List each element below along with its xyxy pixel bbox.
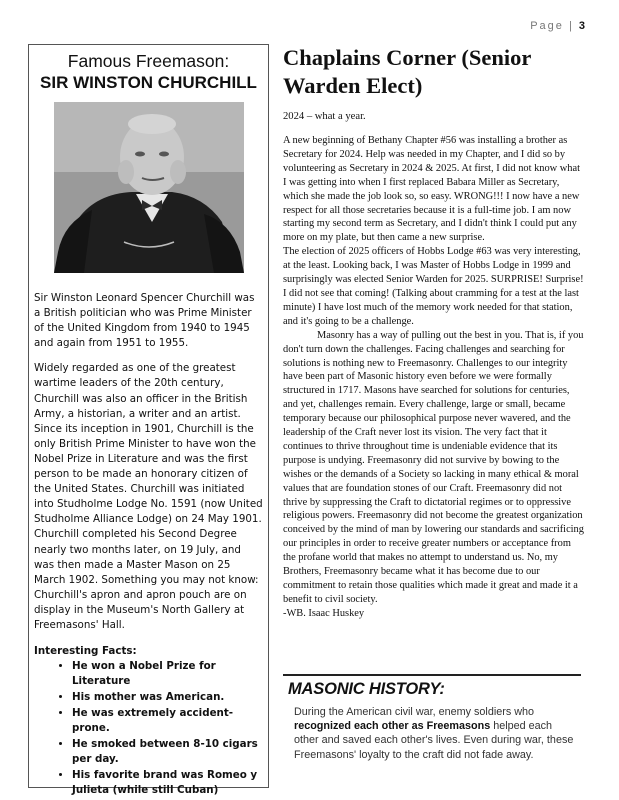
churchill-portrait-photo bbox=[54, 102, 244, 273]
chaplains-corner-article bbox=[283, 134, 585, 621]
page-number: Page | 3 bbox=[530, 20, 585, 32]
fact-item: • He was extremely accident-prone. bbox=[72, 706, 263, 736]
chaplains-corner-title: Chaplains Corner (Senior Warden Elect) bbox=[283, 45, 531, 98]
biography-paragraph: Sir Winston Leonard Spencer Churchill was a British politician who was Prime Minister of the United Kingdom from 1940 to 1945 and again from 1951 to 1955. bbox=[34, 292, 255, 350]
masonic-history-emphasis: recognized each other as Freemasons bbox=[294, 720, 491, 733]
page-number-value: 3 bbox=[578, 20, 585, 32]
chaplains-corner-intro: 2024 – what a year. bbox=[283, 111, 366, 122]
interesting-facts-heading: Interesting Facts: bbox=[34, 645, 137, 658]
masonic-history-text-start: During the American civil war, enemy soldiers who bbox=[294, 706, 535, 718]
biography-paragraph: Widely regarded as one of the greatest wartime leaders of the 20th century, Churchill was also an officer in the British Army, a historian, a writer and an artist. Since its inception in 1901, Churchill is the only British Prime Minister to have won the Nobel Prize in Literature and was the first person to be made an honorary citizen of the United States. Churchill was initiated into Studholme Lodge No. 1591 (now United Studholme Alliance Lodge) on 24 May 1901. Churchill completed his Second Degree nearly two months later, on 19 July, and was then made a Master Mason on 25 March 1902. Something you may not know: Churchill's apron and apron pouch are on display in the Museum's North Gallery at Freemasons' Hall. bbox=[34, 362, 263, 631]
interesting-facts-list bbox=[34, 659, 263, 798]
article-paragraph: The election of 2025 officers of Hobbs Lodge #63 was very interesting, at the least. Looking back, I was Master of Hobbs Lodge in 1999 and surprisingly was elected Senior Warden for 2025. SURPRISE! Surprise! I did not see that coming! (Talking about cramming for a test at the last minute) I have lost much of the memory work needed for that station, and it's going to be a challenge. bbox=[283, 246, 584, 327]
masonic-history-title: MASONIC HISTORY: bbox=[288, 680, 445, 698]
freemason-name: SIR WINSTON CHURCHILL bbox=[40, 73, 257, 92]
freemason-biography bbox=[34, 291, 263, 633]
fact-item: • He won a Nobel Prize for Literature bbox=[72, 659, 263, 689]
fact-item: • His mother was American. bbox=[72, 690, 263, 705]
article-paragraph: A new beginning of Bethany Chapter #56 was installing a brother as Secretary for 2024. Help was needed in my Chapter, and I did so by volunteering as Secretary in 2024 & 2025. At first, I did not know what I was getting into when I first replaced Babara Miller as Secretary, which she made the job look so, so easy. WRONG!!! I now have a new respect for all those secretaries because it is a full-time job. I am now starting my second term as Secretary, and I didn't think I could put any more on my plate, but then came a new surprise. bbox=[283, 135, 580, 244]
article-paragraph: Masonry has a way of pulling out the best in you. That is, if you don't turn down the challenges. Facing challenges and searching for solutions is nothing new to Freemasonry. Challenges to our integrity have been part of Masonic history even before we were formally structured in 1717. Masons have searched for solutions for centuries, and yet, challenges remain. Every challenge, large or small, became temporary because our philosophical purpose never wavered, and the leadership of the Craft never lost its vision. The very fact that it continues to thrive throughout time is undeniable evidence that its purpose is undying. Freemasonry did not survive by bowing to the wishes or the demands of a Society so lacking in many ethical & moral values that are foundation stones of our Craft. Freemasonry did not thrive by suppressing the Craft to dictatorial regimes or to oppressive religious powers. Freemasonry did not become the greatest organization conceived by the mind of man by lowering our standards and sacrificing our principles in order to receive greater numbers or acceptance from the profane world that makes no attempt to understand us. No, my Brothers, Freemasonry became what it has become due to our commitment to retain those qualities which made it great and made it a benefit to civil society. bbox=[283, 329, 584, 605]
famous-freemason-box bbox=[28, 44, 269, 797]
page-word: Page bbox=[530, 20, 564, 32]
fact-item: • He smoked between 8-10 cigars per day. bbox=[72, 737, 263, 767]
masonic-history-text bbox=[294, 705, 579, 762]
famous-freemason-title: Famous Freemason: bbox=[67, 51, 230, 71]
article-signature: -WB. Isaac Huskey bbox=[283, 607, 365, 619]
fact-item: • His favorite brand was Romeo y Julieta (while still Cuban) bbox=[72, 768, 263, 798]
chaplains-corner-column bbox=[283, 44, 585, 621]
masonic-history-text-end: helped each other and saved each other's lives. Even during war, these Freemasons' loyalty to the craft did not fade away. bbox=[294, 720, 574, 761]
section-divider bbox=[283, 674, 581, 676]
